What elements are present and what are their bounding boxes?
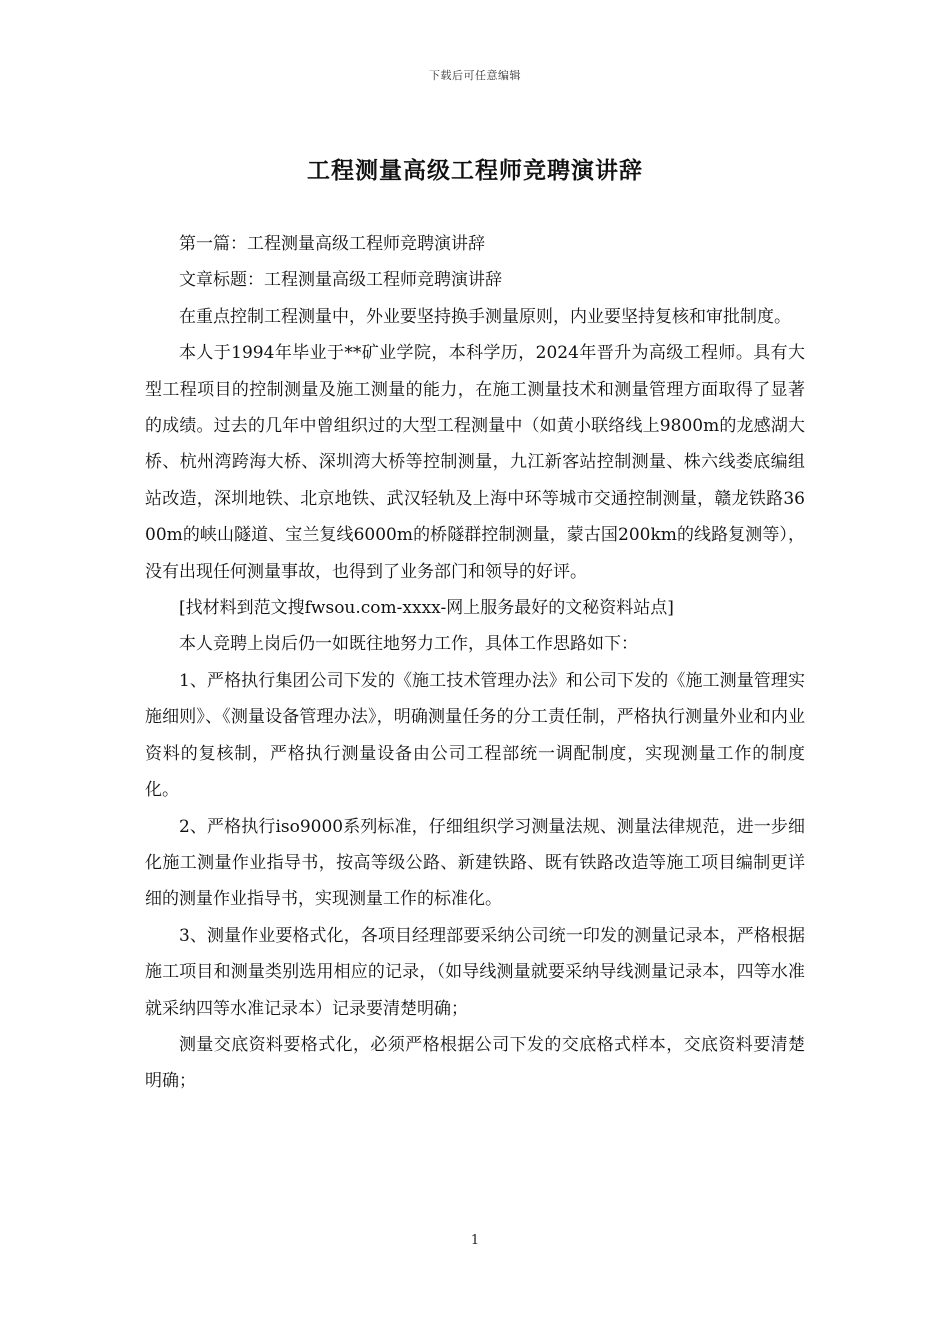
paragraph: 测量交底资料要格式化，必须严格根据公司下发的交底格式样本，交底资料要清楚明确； bbox=[145, 1034, 805, 1092]
header-note: 下载后可任意编辑 bbox=[429, 69, 521, 82]
paragraph-item-3: 3、测量作业要格式化，各项目经理部要采纳公司统一印发的测量记录本，严格根据施工项目和测量类别选用相应的记录，（如导线测量就要采纳导线测量记录本，四等水准就采纳四等水准记录本）记录要清楚明确； bbox=[145, 925, 805, 1019]
paragraph: 在重点控制工程测量中，外业要坚持换手测量原则，内业要坚持复核和审批制度。 bbox=[179, 306, 791, 327]
paragraph: 本人竞聘上岗后仍一如既往地努力工作，具体工作思路如下： bbox=[179, 634, 638, 655]
document-title: 工程测量高级工程师竞聘演讲辞 bbox=[307, 157, 643, 184]
paragraph-part-heading: 第一篇：工程测量高级工程师竞聘演讲辞 bbox=[179, 234, 485, 254]
paragraph-source-note: [找材料到范文搜fwsou.com-xxxx-网上服务最好的文秘资料站点] bbox=[179, 598, 674, 619]
document-body bbox=[145, 226, 805, 1100]
paragraph-article-title: 文章标题：工程测量高级工程师竞聘演讲辞 bbox=[179, 270, 502, 291]
page-number: 1 bbox=[470, 1233, 480, 1248]
paragraph-item-2: 2、严格执行iso9000系列标准，仔细组织学习测量法规、测量法律规范，进一步细化施工测量作业指导书，按高等级公路、新建铁路、既有铁路改造等施工项目编制更详细的测量作业指导书，实现测量工作的标准化。 bbox=[145, 816, 805, 910]
paragraph: 本人于1994年毕业于**矿业学院，本科学历，2024年晋升为高级工程师。具有大型工程项目的控制测量及施工测量的能力，在施工测量技术和测量管理方面取得了显著的成绩。过去的几年中曾组织过的大型工程测量中（如黄小联络线上9800m的龙感湖大桥、杭州湾跨海大桥、深圳湾大桥等控制测量，九江新客站控制测量、株六线娄底编组站改造，深圳地铁、北京地铁、武汉轻轨及上海中环等城市交通控制测量，赣龙铁路3600m的峡山隧道、宝兰复线6000m的桥隧群控制测量，蒙古国200km的线路复测等），没有出现任何测量事故，也得到了业务部门和领导的好评。 bbox=[145, 343, 805, 582]
paragraph-item-1: 1、严格执行集团公司下发的《施工技术管理办法》和公司下发的《施工测量管理实施细则》、《测量设备管理办法》，明确测量任务的分工责任制，严格执行测量外业和内业资料的复核制，严格执行测量设备由公司工程部统一调配制度，实现测量工作的制度化。 bbox=[145, 670, 805, 801]
